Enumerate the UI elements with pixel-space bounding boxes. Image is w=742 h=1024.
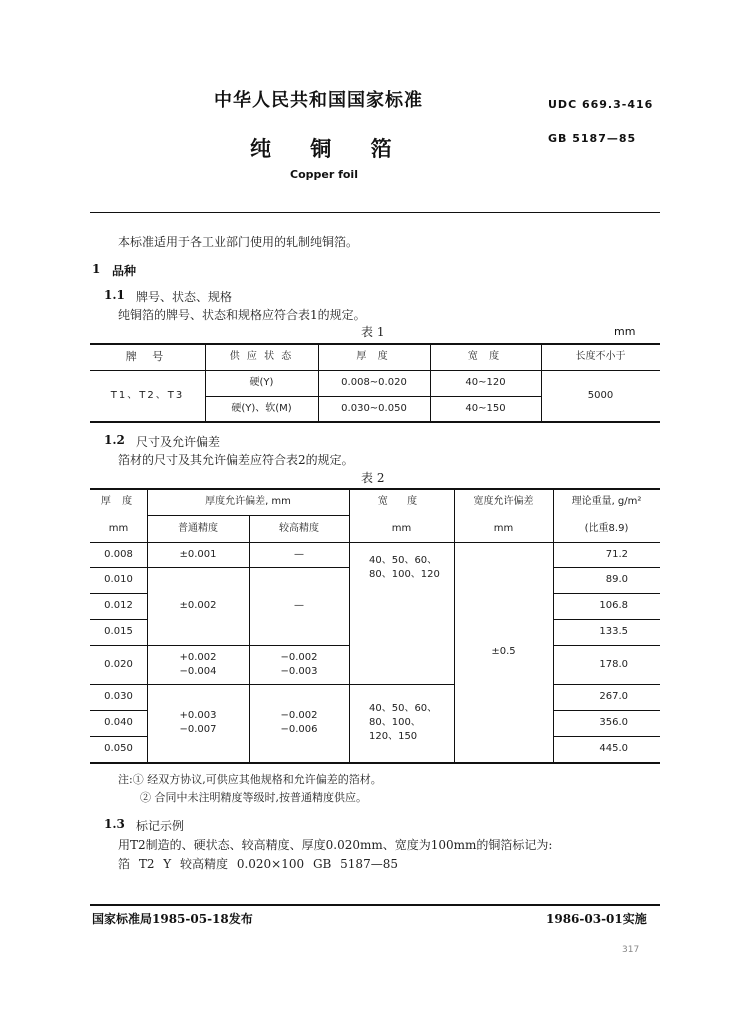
table-1-unit: mm [614,325,636,338]
section-1-title: 品种 [112,264,137,278]
section-1-1-number: 1.1 [104,288,125,302]
table-2-header-weight: 理论重量, g/m² [571,495,642,507]
header-rule [90,212,660,213]
table-2-caption: 表 2 [361,471,385,485]
section-1-3-title: 标记示例 [136,819,185,833]
table-2-thickness: 0.015 [104,626,133,637]
table-1-row-2-thickness: 0.030~0.050 [341,402,407,414]
table-1-row-1-width: 40~120 [465,377,506,388]
table-2-weight: 106.8 [599,600,628,611]
table-2-note-1: 注:① 经双方协议,可供应其他规格和允许偏差的箔材。 [118,773,382,786]
page-number: 317 [622,945,640,955]
table-1-row-1-thickness: 0.008~0.020 [341,377,407,388]
table-1-row-2-width: 40~150 [465,402,506,414]
table-2-normal: +0.002 −0.004 [179,651,217,677]
section-1-2-title: 尺寸及允许偏差 [136,435,221,449]
section-1-2-number: 1.2 [104,433,125,447]
table-2-header-width-tol: 宽度允许偏差 [473,495,534,507]
table-2-header-weight-note: (比重8.9) [584,522,629,534]
gb-code: GB 5187—85 [548,132,637,145]
section-1-number: 1 [92,262,101,276]
table-2-thickness: 0.008 [104,548,133,560]
issued-date: 国家标准局1985-05-18发布 [92,912,253,926]
table-2-thickness: 0.020 [104,658,133,670]
intro-text: 本标准适用于各工业部门使用的轧制纯铜箔。 [118,235,359,249]
table-2-width-tol: ±0.5 [491,646,516,657]
table-2-weight: 445.0 [599,743,628,754]
table-1-header-length: 长度不小于 [575,350,626,362]
table-2-thickness: 0.050 [104,743,133,754]
table-2-header-thickness: 厚 度 [100,495,137,507]
document-title: 纯 铜 箔 [250,136,408,161]
table-2-thickness: 0.030 [104,691,133,702]
document-subtitle: Copper foil [290,168,358,181]
table-2-header-normal: 普通精度 [178,522,218,534]
table-1-caption: 表 1 [361,325,385,339]
table-2-high: −0.002 −0.003 [280,651,318,677]
section-1-3-number: 1.3 [104,817,125,831]
table-2-width: 40、50、60、 80、100、 120、150 [369,703,438,742]
marking-example: 箔 T2 Y 较高精度 0.020×100 GB 5187—85 [118,857,398,871]
table-2-weight: 71.2 [605,548,628,560]
table-2-header-high: 较高精度 [279,522,319,534]
table-1-header-state: 供 应 状 态 [229,350,294,362]
table-2-normal: ±0.002 [179,600,217,611]
table-2-thickness: 0.040 [104,717,133,728]
table-2-header-tolerance: 厚度允许偏差, mm [205,495,291,507]
table-1-header-grade: 牌 号 [125,349,170,363]
section-1-1-title: 牌号、状态、规格 [136,290,233,304]
table-2-weight: 178.0 [599,658,628,670]
table-2-weight: 133.5 [599,626,628,637]
table-2-header-width-tol-unit: mm [493,522,514,534]
table-2-header-width-unit: mm [391,522,412,534]
table-2-weight: 356.0 [599,717,628,728]
table-1-row-2-state: 硬(Y)、软(M) [231,402,292,414]
table-2-thickness: 0.012 [104,600,133,611]
table-1-grade: T1、T2、T3 [110,389,185,401]
table-2-high: −0.002 −0.006 [280,710,318,735]
table-1-row-1-state: 硬(Y) [249,377,274,388]
table-2-header-width: 宽 度 [377,495,426,507]
effective-date: 1986-03-01实施 [546,912,647,926]
table-2-header-thickness-unit: mm [108,522,129,534]
table-2-width: 40、50、60、 80、100、120 [369,555,440,580]
udc-code: UDC 669.3-416 [548,98,654,111]
table-2-thickness: 0.010 [104,574,133,585]
table-1-header-width: 宽 度 [467,350,504,362]
table-2-weight: 89.0 [605,574,628,585]
footer-rule [90,904,660,906]
section-1-2-text: 箔材的尺寸及其允许偏差应符合表2的规定。 [118,453,354,467]
section-1-3-text: 用T2制造的、硬状态、较高精度、厚度0.020mm、宽度为100mm的铜箔标记为: [118,838,553,852]
table-2-weight: 267.0 [599,691,628,702]
table-2-normal: ±0.001 [179,548,217,560]
table-1-length: 5000 [587,389,614,401]
standard-title: 中华人民共和国国家标准 [214,90,423,111]
section-1-1-text: 纯铜箔的牌号、状态和规格应符合表1的规定。 [118,308,366,322]
table-2-note-2: ② 合同中未注明精度等级时,按普通精度供应。 [140,791,367,804]
table-2-high: — [294,600,304,611]
table-2-high: — [294,548,304,560]
table-1-header-thickness: 厚 度 [356,350,392,362]
table-2-normal: +0.003 −0.007 [179,710,217,735]
